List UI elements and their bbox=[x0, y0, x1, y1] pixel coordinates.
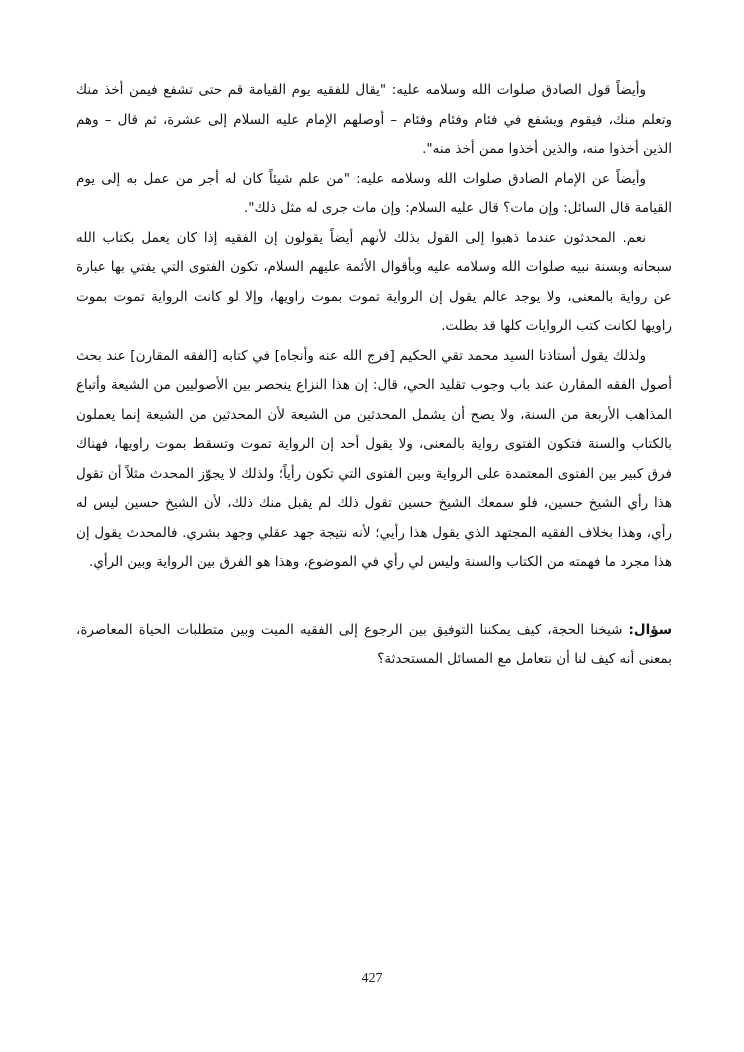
paragraph-1: وأيضاً قول الصادق صلوات الله وسلامه عليه: "يقال للفقيه يوم القيامة قم حتى تشفع فيمن أخذ منك وتعلم منك، فيقوم ويشفع في فئام وفئام وفئام – أوصلهم الإمام عليه السلام إلى عشرة، ثم قال – وهم الذين أخذوا منه، والذين أخذوا ممن أخذ منه". bbox=[76, 82, 672, 157]
question-label: سؤال: bbox=[628, 621, 672, 638]
document-body bbox=[76, 76, 672, 675]
question-paragraph bbox=[76, 616, 672, 675]
paragraph-2: وأيضاً عن الإمام الصادق صلوات الله وسلامه عليه: "من علم شيئاً كان له أجر من عمل به إلى يوم القيامة قال السائل: وإن مات؟ قال عليه السلام: وإن مات جرى له مثل ذلك". bbox=[76, 170, 672, 216]
paragraph-4: ولذلك يقول أستاذنا السيد محمد تقي الحكيم [فرج الله عنه وأنجاه] في كتابه [الفقه المقارن] عند بحث أصول الفقه المقارن عند باب وجوب تقليد الحي، قال: إن هذا النزاع ينحصر بين الأصوليين من الشيعة وأتباع المذاهب الأربعة من السنة، ولا يصح أن يشمل المحدثين من الشيعة لأن المحدثين من الشيعة إنما يعملون بالكتاب والسنة فتكون الفتوى رواية بالمعنى، ولا يقول أحد إن الرواية تموت وتسقط بموت راويها، فهناك فرق كبير بين الفتوى المعتمدة على الرواية وبين الفتوى التي تكون رأياً؛ ولذلك لا يجوّز المحدث مثلاً أن تقول هذا رأي الشيخ حسين، فلو سمعك الشيخ حسين تقول ذلك لم يقبل منك ذلك، لأن الشيخ حسين ليس له رأي، وهذا بخلاف الفقيه المجتهد الذي يقول هذا رأيي؛ لأنه نتيجة جهد عقلي وجهد بشري. فالمحدث يقول إن هذا مجرد ما فهمته من الكتاب والسنة وليس لي رأي في الموضوع، وهذا هو الفرق بين الرواية وبين الرأي. bbox=[76, 347, 672, 570]
page-number: 427 bbox=[361, 971, 383, 986]
question-text: شيخنا الحجة، كيف يمكننا التوفيق بين الرجوع إلى الفقيه الميت وبين متطلبات الحياة المعاصرة، بمعنى أنه كيف لنا أن نتعامل مع المسائل المستحدثة؟ bbox=[76, 621, 672, 667]
paragraph-3: نعم. المحدثون عندما ذهبوا إلى القول بذلك لأنهم أيضاً يقولون إن الفقيه إذا كان يعمل بكتاب الله سبحانه وبسنة نبيه صلوات الله وسلامه عليه وبأقوال الأئمة عليهم السلام، تكون الفتوى التي يفتي بها عبارة عن رواية بالمعنى، ولا يوجد عالم يقول إن الرواية تموت بموت راويها، وإلا لو كانت الرواية تموت بموت راويها لكانت كتب الروايات كلها قد بطلت. bbox=[76, 229, 672, 334]
section-gap bbox=[76, 578, 672, 616]
